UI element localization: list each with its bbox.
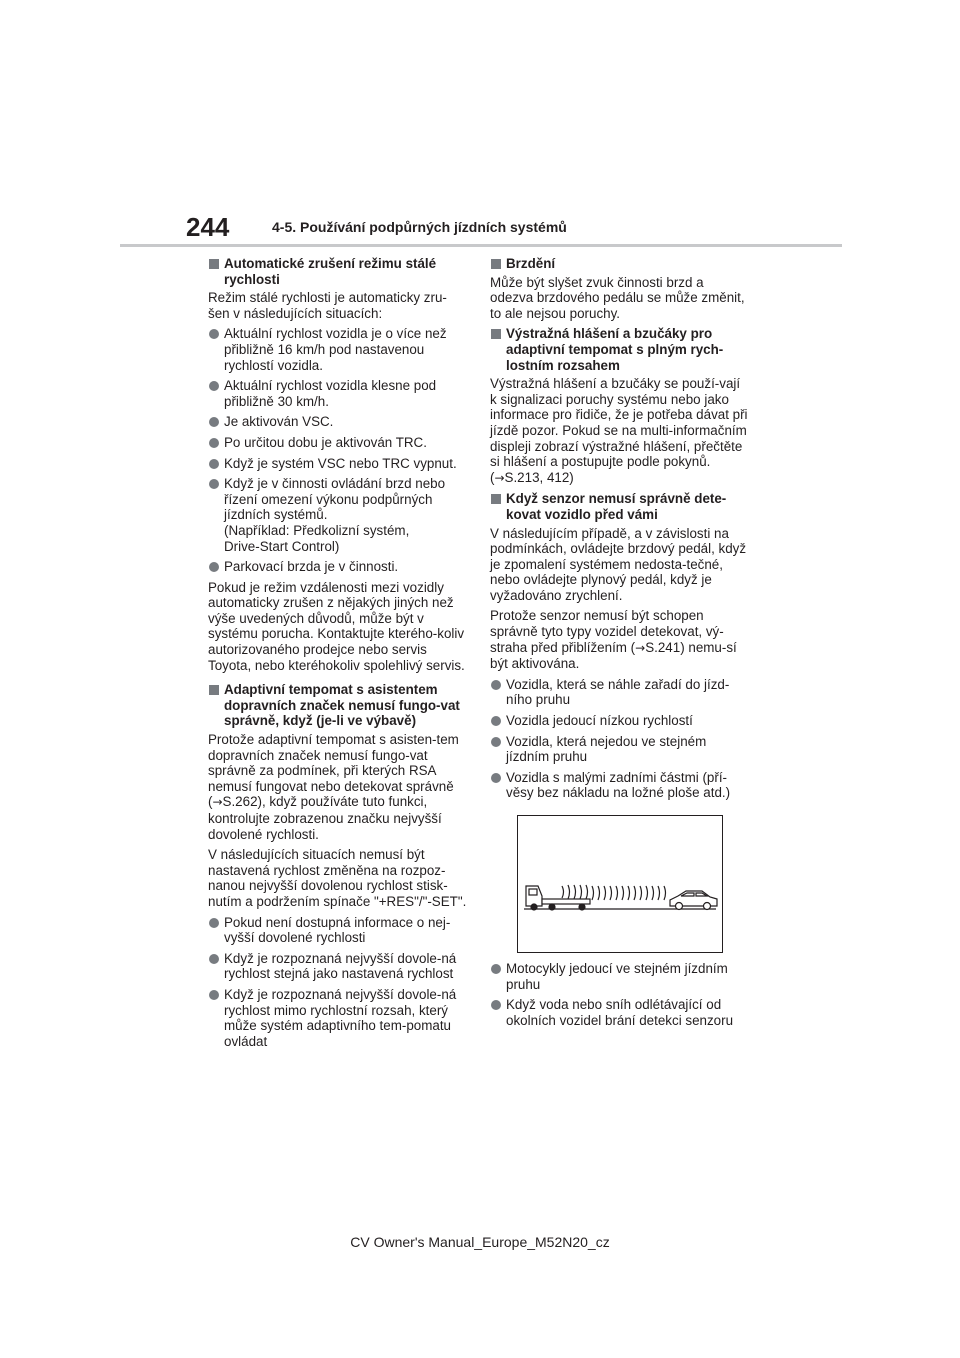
circle-bullet-icon <box>491 680 501 690</box>
circle-bullet-icon <box>209 479 219 489</box>
page-reference-link[interactable]: S.241) nemu-sí být aktivována. <box>490 639 737 672</box>
heading-rsa: Adaptivní tempomat s asistentem dopravních značek nemusí fungo-vat správně, když (je-li ve výbavě) <box>208 682 468 729</box>
circle-bullet-icon <box>491 716 501 726</box>
paragraph: Režim stálé rychlosti je automaticky zru-šen v následujících situacích: <box>208 290 447 321</box>
circle-bullet-icon <box>209 918 219 928</box>
circle-bullet-icon <box>209 438 219 448</box>
page-number: 244 <box>186 212 230 242</box>
circle-bullet-icon <box>209 459 219 469</box>
list-item: Je aktivován VSC. <box>208 414 468 430</box>
list-item: Když je systém VSC nebo TRC vypnut. <box>208 456 468 472</box>
paragraph: Protože senzor nemusí být schopen správně tyto typy vozidel detekovat, vý-straha před přiblížením (→S.241) nemu-sí být aktivována. <box>490 608 737 672</box>
list-item: Pokud není dostupná informace o nej-vyšší dovolené rychlosti <box>208 915 468 946</box>
header-rule <box>120 244 842 247</box>
square-bullet-icon <box>491 329 501 339</box>
circle-bullet-icon <box>209 381 219 391</box>
circle-bullet-icon <box>491 1000 501 1010</box>
list-item: Když je rozpoznaná nejvyšší dovole-ná rychlost stejná jako nastavená rychlost <box>208 951 468 982</box>
list-item: Když voda nebo sníh odlétávající od okolních vozidel brání detekci senzoru <box>490 997 750 1028</box>
paragraph: Může být slyšet zvuk činnosti brzd a odezva brzdového pedálu se může změnit, to ale nejsou poruchy. <box>490 274 745 321</box>
heading-warnings: Výstražná hlášení a bzučáky pro adaptivní tempomat s plným rych-lostním rozsahem <box>490 326 750 373</box>
list-item: Parkovací brzda je v činnosti. <box>208 559 468 575</box>
heading-braking: Brzdění <box>490 256 750 272</box>
circle-bullet-icon <box>209 417 219 427</box>
circle-bullet-icon <box>491 773 501 783</box>
circle-bullet-icon <box>209 990 219 1000</box>
paragraph: V následujících situacích nemusí být nastavená rychlost změněna na rozpoz-nanou nejvyšší dovolenou rychlost stisk-nutím a podržením spínače "+RES"/"-SET". <box>208 847 467 909</box>
list-item: Po určitou dobu je aktivován TRC. <box>208 435 468 451</box>
circle-bullet-icon <box>209 329 219 339</box>
right-column <box>490 256 750 1033</box>
list-item: Vozidla, která se náhle zařadí do jízd-ního pruhu <box>490 677 750 708</box>
list-item: Vozidla s malými zadními částmi (pří-věsy bez nákladu na ložné ploše atd.) <box>490 770 750 801</box>
square-bullet-icon <box>209 685 219 695</box>
paragraph: Protože adaptivní tempomat s asisten-tem dopravních značek nemusí fungo-vat správně za podmínek, při kterých RSA nemusí fungovat nebo detekovat správně (→S.262), když používáte tuto funkci, kontrolujte zobrazenou značku nejvyšší dovolené rychlosti. <box>208 732 459 842</box>
square-bullet-icon <box>491 259 501 269</box>
paragraph: Výstražná hlášení a bzučáky se použí-vají k signalizaci poruchy systému nebo jako informace pro řidiče, že je potřeba dávat při jízdě pozor. Pokud se na multi-informačním displeji zobrazí výstražné hlášení, přečtěte si hlášení a postupujte podle pokynů. (→S.213, 412) <box>490 376 748 485</box>
circle-bullet-icon <box>209 562 219 572</box>
list-item: Aktuální rychlost vozidla je o více než přibližně 16 km/h pod nastavenou rychlostí vozidla. <box>208 326 468 373</box>
arrow-icon: → <box>212 795 223 810</box>
truck-trailer-drawing <box>518 816 722 952</box>
circle-bullet-icon <box>491 737 501 747</box>
paragraph: Pokud je režim vzdálenosti mezi vozidly automaticky zrušen z nějakých jiných než výše uvedených důvodů, může být v systému porucha. Kontaktujte kterého-koliv autorizovaného prodejce nebo servis Toyota, nebo kteréhokoliv spolehlivý servis. <box>208 579 465 673</box>
heading-auto-cancel: Automatické zrušení režimu stálé rychlosti <box>208 256 468 287</box>
circle-bullet-icon <box>209 954 219 964</box>
paragraph: V následujícím případě, a v závislosti na podmínkách, ovládejte brzdový pedál, když je zpomalení systémem nedosta-tečné, nebo ovládejte plynový pedál, když je vyžadováno zrychlení. <box>490 525 747 603</box>
page-reference-link[interactable]: S.213, 412) <box>504 469 574 485</box>
page-reference-link[interactable]: S.262), když používáte tuto funkci, kontrolujte zobrazenou značku nejvyšší dovolené rychlosti. <box>208 794 442 842</box>
list-item: Motocykly jedoucí ve stejném jízdním pruhu <box>490 961 750 992</box>
list-item: Když je rozpoznaná nejvyšší dovole-ná rychlost mimo rychlostní rozsah, který může systém adaptivního tem-pomatu ovládat <box>208 987 468 1049</box>
square-bullet-icon <box>491 494 501 504</box>
arrow-icon: → <box>494 470 505 485</box>
left-column <box>208 256 468 1054</box>
list-item: Vozidla, která nejedou ve stejném jízdním pruhu <box>490 734 750 765</box>
arrow-icon: → <box>635 640 646 655</box>
list-item: Aktuální rychlost vozidla klesne pod přibližně 30 km/h. <box>208 378 468 409</box>
footer-text: CV Owner's Manual_Europe_M52N20_cz <box>350 1234 610 1250</box>
heading-sensor: Když senzor nemusí správně dete-kovat vozidlo před vámi <box>490 491 750 522</box>
list-item: Když je v činnosti ovládání brzd nebo řízení omezení výkonu podpůrných jízdních systémů. (Například: Předkolizní systém, Drive-Start Control) <box>208 476 468 554</box>
list-item: Vozidla jedoucí nízkou rychlostí <box>490 713 750 729</box>
square-bullet-icon <box>209 259 219 269</box>
circle-bullet-icon <box>491 964 501 974</box>
section-title: 4-5. Používání podpůrných jízdních systémů <box>272 219 567 235</box>
truck-trailer-illustration <box>517 815 723 953</box>
